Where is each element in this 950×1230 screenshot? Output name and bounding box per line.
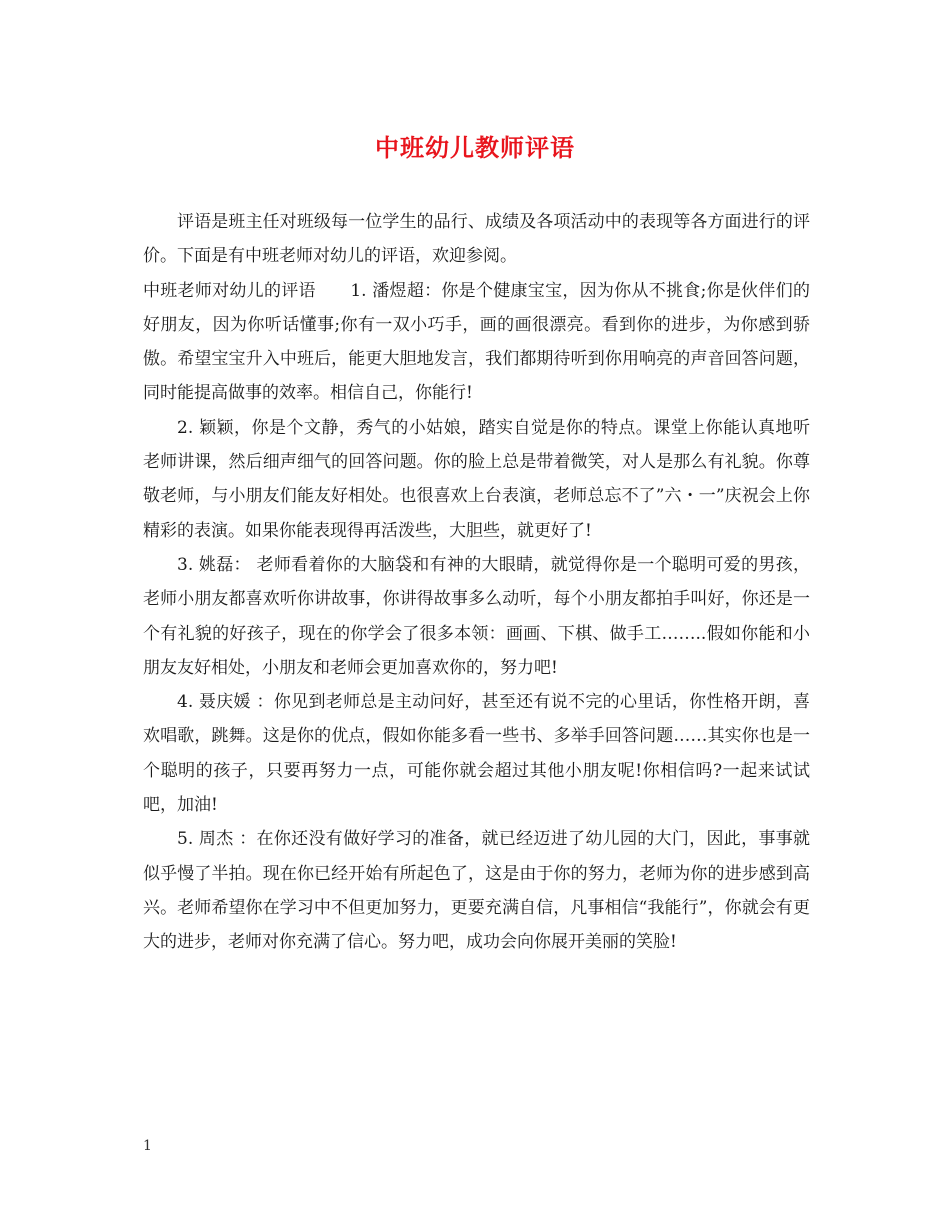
comment-paragraph-5: 5. 周杰 ：在你还没有做好学习的准备，就已经迈进了幼儿园的大门，因此，事事就似乎慢了半拍。现在你已经开始有所起色了，这是由于你的努力，老师为你的进步感到高兴。老师希望你在学习中不但更加努力，更要充满自信，凡事相信“我能行”，你就会有更大的进步，老师对你充满了信心。努力吧，成功会向你展开美丽的笑脸! [143,829,810,953]
page-number: 1 [143,1138,152,1154]
document-body [143,205,810,960]
intro-paragraph: 评语是班主任对班级每一位学生的品行、成绩及各项活动中的表现等各方面进行的评价。下面是有中班老师对幼儿的评语，欢迎参阅。 [143,212,810,267]
comment-paragraph-2: 2. 颖颖，你是个文静，秀气的小姑娘，踏实自觉是你的特点。课堂上你能认真地听老师讲课，然后细声细气的回答问题。你的脸上总是带着微笑，对人是那么有礼貌。你尊敬老师，与小朋友们能友好相处。也很喜欢上台表演，老师总忘不了”六・一”庆祝会上你精彩的表演。如果你能表现得再活泼些，大胆些，就更好了! [143,417,810,541]
comment-paragraph-4: 4. 聂庆媛 ：你见到老师总是主动问好，甚至还有说不完的心里话，你性格开朗，喜欢唱歌，跳舞。这是你的优点，假如你能多看一些书、多举手回答问题……其实你也是一个聪明的孩子，只要再努力一点，可能你就会超过其他小朋友呢!你相信吗?一起来试试吧，加油! [143,692,810,816]
document-title: 中班幼儿教师评语 [375,133,575,162]
comment-paragraph-1: 中班老师对幼儿的评语 1. 潘煜超：你是个健康宝宝，因为你从不挑食;你是伙伴们的好朋友，因为你听话懂事;你有一双小巧手，画的画很漂亮。看到你的进步，为你感到骄傲。希望宝宝升入中班后，能更大胆地发言，我们都期待听到你用响亮的声音回答问题，同时能提高做事的效率。相信自己，你能行! [143,280,810,404]
comment-paragraph-3: 3. 姚磊： 老师看着你的大脑袋和有神的大眼睛，就觉得你是一个聪明可爱的男孩，老师小朋友都喜欢听你讲故事，你讲得故事多么动听，每个小朋友都拍手叫好，你还是一个有礼貌的好孩子，现在的你学会了很多本领：画画、下棋、做手工……..假如你能和小朋友友好相处，小朋友和老师会更加喜欢你的，努力吧! [143,554,810,678]
